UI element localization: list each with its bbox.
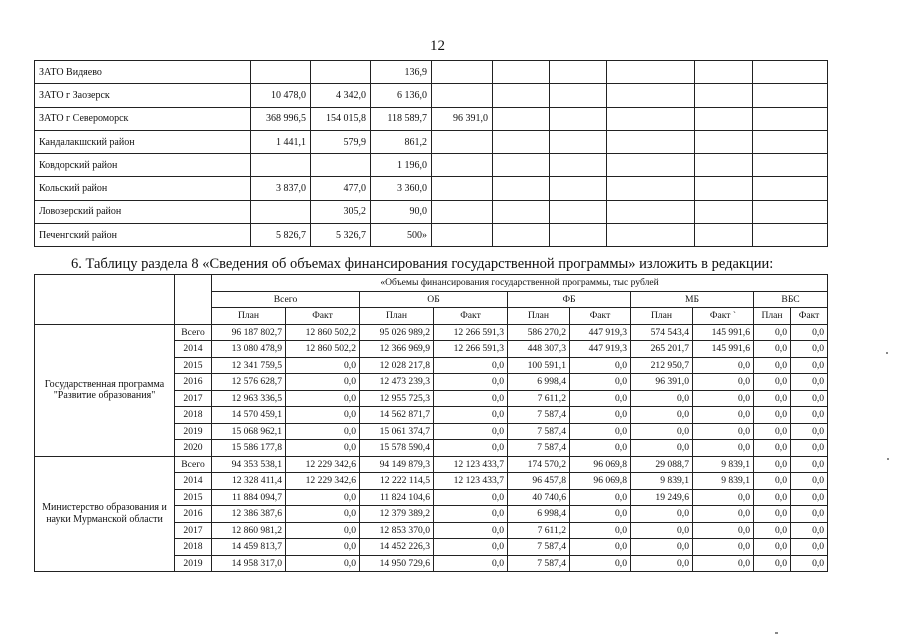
value-cell: 12 028 217,8	[360, 357, 434, 374]
value-cell: 145 991,6	[693, 341, 754, 358]
fact-header: Факт	[791, 308, 828, 325]
value-cell: 0,0	[434, 539, 508, 556]
value-cell: 12 853 370,0	[360, 522, 434, 539]
value-cell: 0,0	[791, 555, 828, 572]
value-cell: 0,0	[791, 440, 828, 457]
value-cell: 0,0	[570, 390, 631, 407]
table-row	[35, 154, 828, 177]
plan-header: План	[631, 308, 693, 325]
value-cell	[753, 224, 828, 247]
value-cell: 0,0	[434, 407, 508, 424]
value-cell: 861,2	[371, 130, 432, 153]
value-cell: 0,0	[754, 522, 791, 539]
value-cell: 0,0	[754, 324, 791, 341]
value-cell	[432, 61, 493, 84]
plan-header: План	[212, 308, 286, 325]
value-cell: 0,0	[693, 555, 754, 572]
year-cell: 2020	[175, 440, 212, 457]
value-cell: 12 266 591,3	[434, 324, 508, 341]
year-cell: 2015	[175, 489, 212, 506]
value-cell: 7 587,4	[508, 407, 570, 424]
value-cell: 0,0	[286, 390, 360, 407]
value-cell: 118 589,7	[371, 107, 432, 130]
district-name: Кандалакшский район	[35, 130, 251, 153]
scan-speck	[887, 458, 889, 460]
value-cell: 0,0	[754, 506, 791, 523]
year-cell: 2015	[175, 357, 212, 374]
value-cell: 0,0	[693, 522, 754, 539]
value-cell: 14 459 813,7	[212, 539, 286, 556]
value-cell: 9 839,1	[631, 473, 693, 490]
value-cell: 0,0	[754, 489, 791, 506]
value-cell: 0,0	[631, 522, 693, 539]
district-name: ЗАТО г Североморск	[35, 107, 251, 130]
section-heading: 6. Таблицу раздела 8 «Сведения об объемах финансирования государственной программы» изложить в редакции:	[71, 256, 774, 272]
value-cell: 0,0	[286, 506, 360, 523]
value-cell	[607, 200, 695, 223]
value-cell: 94 353 538,1	[212, 456, 286, 473]
value-cell	[251, 61, 311, 84]
value-cell	[607, 84, 695, 107]
value-cell	[753, 177, 828, 200]
value-cell	[753, 154, 828, 177]
value-cell: 0,0	[286, 423, 360, 440]
value-cell	[311, 61, 371, 84]
municipal-funding-table	[34, 60, 828, 247]
table-row	[35, 224, 828, 247]
value-cell: 0,0	[791, 522, 828, 539]
value-cell: 0,0	[286, 522, 360, 539]
value-cell: 0,0	[693, 440, 754, 457]
value-cell: 0,0	[754, 539, 791, 556]
value-cell: 0,0	[631, 539, 693, 556]
table-row	[35, 107, 828, 130]
value-cell: 12 123 433,7	[434, 456, 508, 473]
value-cell: 12 963 336,5	[212, 390, 286, 407]
value-cell: 500»	[371, 224, 432, 247]
value-cell: 154 015,8	[311, 107, 371, 130]
value-cell: 14 570 459,1	[212, 407, 286, 424]
value-cell: 0,0	[570, 489, 631, 506]
value-cell: 13 080 478,9	[212, 341, 286, 358]
group-header-fb: ФБ	[508, 291, 631, 308]
value-cell: 12 860 981,2	[212, 522, 286, 539]
value-cell: 0,0	[570, 407, 631, 424]
value-cell: 368 996,5	[251, 107, 311, 130]
value-cell	[695, 84, 753, 107]
fact-header: Факт	[434, 308, 508, 325]
value-cell: 0,0	[434, 489, 508, 506]
value-cell	[432, 200, 493, 223]
value-cell: 0,0	[570, 423, 631, 440]
value-cell: 0,0	[434, 555, 508, 572]
value-cell: 447 919,3	[570, 341, 631, 358]
value-cell: 96 069,8	[570, 456, 631, 473]
value-cell: 447 919,3	[570, 324, 631, 341]
value-cell	[251, 154, 311, 177]
value-cell: 0,0	[791, 473, 828, 490]
value-cell: 11 884 094,7	[212, 489, 286, 506]
value-cell: 0,0	[286, 555, 360, 572]
value-cell: 0,0	[791, 341, 828, 358]
value-cell: 6 998,4	[508, 506, 570, 523]
value-cell: 7 587,4	[508, 539, 570, 556]
value-cell: 1 196,0	[371, 154, 432, 177]
value-cell: 6 136,0	[371, 84, 432, 107]
value-cell: 96 457,8	[508, 473, 570, 490]
value-cell	[695, 154, 753, 177]
value-cell	[493, 107, 550, 130]
year-cell: 2014	[175, 473, 212, 490]
value-cell: 15 586 177,8	[212, 440, 286, 457]
fact-header: Факт	[286, 308, 360, 325]
value-cell: 0,0	[286, 489, 360, 506]
year-cell: 2016	[175, 506, 212, 523]
value-cell: 0,0	[754, 341, 791, 358]
value-cell: 0,0	[434, 506, 508, 523]
value-cell: 94 149 879,3	[360, 456, 434, 473]
plan-header: План	[508, 308, 570, 325]
value-cell: 0,0	[693, 357, 754, 374]
value-cell	[493, 224, 550, 247]
value-cell: 0,0	[570, 522, 631, 539]
value-cell	[432, 154, 493, 177]
value-cell	[753, 84, 828, 107]
value-cell	[753, 107, 828, 130]
value-cell	[550, 177, 607, 200]
value-cell: 0,0	[791, 539, 828, 556]
value-cell: 96 187 802,7	[212, 324, 286, 341]
value-cell: 12 955 725,3	[360, 390, 434, 407]
value-cell: 96 391,0	[432, 107, 493, 130]
value-cell: 586 270,2	[508, 324, 570, 341]
value-cell: 0,0	[570, 374, 631, 391]
value-cell	[550, 61, 607, 84]
value-cell: 0,0	[434, 423, 508, 440]
value-cell: 0,0	[754, 374, 791, 391]
value-cell	[550, 107, 607, 130]
value-cell: 19 249,6	[631, 489, 693, 506]
year-cell: 2014	[175, 341, 212, 358]
value-cell: 0,0	[754, 440, 791, 457]
value-cell	[753, 200, 828, 223]
value-cell	[695, 61, 753, 84]
group-header-total: Всего	[212, 291, 360, 308]
value-cell: 0,0	[434, 522, 508, 539]
value-cell: 3 360,0	[371, 177, 432, 200]
group-header-vbs: ВБС	[754, 291, 828, 308]
value-cell	[607, 224, 695, 247]
value-cell	[550, 224, 607, 247]
district-name: Ковдорский район	[35, 154, 251, 177]
value-cell	[493, 130, 550, 153]
table-row	[35, 456, 828, 473]
value-cell: 14 958 317,0	[212, 555, 286, 572]
district-name: Кольский район	[35, 177, 251, 200]
value-cell: 11 824 104,6	[360, 489, 434, 506]
plan-header: План	[754, 308, 791, 325]
value-cell	[753, 130, 828, 153]
value-cell	[432, 177, 493, 200]
value-cell: 7 611,2	[508, 390, 570, 407]
value-cell: 12 266 591,3	[434, 341, 508, 358]
group-header-mb: МБ	[631, 291, 754, 308]
value-cell: 7 587,4	[508, 440, 570, 457]
value-cell	[695, 224, 753, 247]
value-cell: 0,0	[631, 423, 693, 440]
value-cell: 0,0	[434, 440, 508, 457]
value-cell: 0,0	[791, 324, 828, 341]
value-cell: 96 069,8	[570, 473, 631, 490]
value-cell: 12 860 502,2	[286, 341, 360, 358]
value-cell: 0,0	[286, 539, 360, 556]
value-cell: 12 379 389,2	[360, 506, 434, 523]
value-cell: 14 452 226,3	[360, 539, 434, 556]
program-name: Государственная программа "Развитие образования"	[35, 324, 175, 456]
blank-header-name	[35, 275, 175, 325]
value-cell	[607, 107, 695, 130]
value-cell: 12 386 387,6	[212, 506, 286, 523]
value-cell: 0,0	[631, 407, 693, 424]
value-cell: 12 366 969,9	[360, 341, 434, 358]
value-cell: 5 826,7	[251, 224, 311, 247]
value-cell: 0,0	[631, 440, 693, 457]
value-cell: 0,0	[570, 357, 631, 374]
value-cell: 15 068 962,1	[212, 423, 286, 440]
district-name: Ловозерский район	[35, 200, 251, 223]
value-cell: 0,0	[693, 390, 754, 407]
value-cell	[493, 61, 550, 84]
value-cell: 0,0	[570, 555, 631, 572]
value-cell: 100 591,1	[508, 357, 570, 374]
value-cell: 0,0	[570, 539, 631, 556]
table-row	[35, 324, 828, 341]
value-cell: 0,0	[791, 407, 828, 424]
value-cell: 40 740,6	[508, 489, 570, 506]
value-cell: 0,0	[754, 390, 791, 407]
value-cell: 14 562 871,7	[360, 407, 434, 424]
value-cell	[695, 130, 753, 153]
value-cell	[607, 130, 695, 153]
fact-header: Факт	[570, 308, 631, 325]
value-cell	[607, 177, 695, 200]
value-cell: 579,9	[311, 130, 371, 153]
value-cell	[432, 224, 493, 247]
value-cell: 29 088,7	[631, 456, 693, 473]
value-cell: 0,0	[693, 539, 754, 556]
table-title: «Объемы финансирования государственной программы, тыс рублей	[212, 275, 828, 292]
district-name: ЗАТО Видяево	[35, 61, 251, 84]
year-cell: 2016	[175, 374, 212, 391]
value-cell	[695, 177, 753, 200]
value-cell: 0,0	[693, 506, 754, 523]
value-cell: 0,0	[570, 440, 631, 457]
value-cell	[493, 154, 550, 177]
value-cell	[607, 154, 695, 177]
value-cell: 0,0	[286, 357, 360, 374]
value-cell	[550, 154, 607, 177]
value-cell: 477,0	[311, 177, 371, 200]
value-cell: 0,0	[631, 390, 693, 407]
table-row	[35, 130, 828, 153]
value-cell: 5 326,7	[311, 224, 371, 247]
scan-speck	[886, 352, 888, 354]
year-cell: 2019	[175, 555, 212, 572]
value-cell: 95 026 989,2	[360, 324, 434, 341]
value-cell: 6 998,4	[508, 374, 570, 391]
value-cell: 1 441,1	[251, 130, 311, 153]
value-cell: 0,0	[754, 423, 791, 440]
value-cell	[432, 84, 493, 107]
value-cell: 12 341 759,5	[212, 357, 286, 374]
value-cell: 12 229 342,6	[286, 456, 360, 473]
value-cell: 174 570,2	[508, 456, 570, 473]
value-cell	[695, 200, 753, 223]
value-cell: 14 950 729,6	[360, 555, 434, 572]
fact-header: Факт `	[693, 308, 754, 325]
value-cell	[251, 200, 311, 223]
plan-header: План	[360, 308, 434, 325]
value-cell: 0,0	[693, 407, 754, 424]
value-cell: 10 478,0	[251, 84, 311, 107]
value-cell: 0,0	[754, 357, 791, 374]
value-cell: 265 201,7	[631, 341, 693, 358]
value-cell	[550, 200, 607, 223]
value-cell: 0,0	[754, 407, 791, 424]
value-cell	[550, 84, 607, 107]
district-name: ЗАТО г Заозерск	[35, 84, 251, 107]
value-cell: 305,2	[311, 200, 371, 223]
value-cell: 0,0	[631, 506, 693, 523]
value-cell: 12 229 342,6	[286, 473, 360, 490]
value-cell: 9 839,1	[693, 473, 754, 490]
value-cell: 0,0	[693, 423, 754, 440]
value-cell: 0,0	[791, 506, 828, 523]
value-cell: 0,0	[693, 489, 754, 506]
value-cell: 7 587,4	[508, 423, 570, 440]
value-cell: 136,9	[371, 61, 432, 84]
value-cell: 0,0	[791, 423, 828, 440]
value-cell	[493, 84, 550, 107]
value-cell: 0,0	[791, 390, 828, 407]
value-cell	[493, 200, 550, 223]
value-cell: 0,0	[286, 440, 360, 457]
year-cell: 2017	[175, 522, 212, 539]
blank-header-year	[175, 275, 212, 325]
table-row	[35, 84, 828, 107]
value-cell: 0,0	[791, 357, 828, 374]
year-cell: Всего	[175, 456, 212, 473]
value-cell: 12 123 433,7	[434, 473, 508, 490]
year-cell: Всего	[175, 324, 212, 341]
value-cell: 0,0	[754, 555, 791, 572]
value-cell: 0,0	[693, 374, 754, 391]
value-cell: 145 991,6	[693, 324, 754, 341]
value-cell: 212 950,7	[631, 357, 693, 374]
value-cell	[493, 177, 550, 200]
value-cell	[695, 107, 753, 130]
value-cell: 574 543,4	[631, 324, 693, 341]
value-cell	[432, 130, 493, 153]
value-cell: 15 578 590,4	[360, 440, 434, 457]
value-cell: 9 839,1	[693, 456, 754, 473]
scan-speck	[775, 632, 778, 634]
group-header-ob: ОБ	[360, 291, 508, 308]
value-cell: 0,0	[434, 357, 508, 374]
value-cell: 12 473 239,3	[360, 374, 434, 391]
year-cell: 2017	[175, 390, 212, 407]
value-cell: 15 061 374,7	[360, 423, 434, 440]
value-cell	[753, 61, 828, 84]
value-cell: 0,0	[286, 407, 360, 424]
year-cell: 2018	[175, 539, 212, 556]
program-funding-table	[34, 274, 828, 572]
program-name: Министерство образования и науки Мурманской области	[35, 456, 175, 572]
year-cell: 2019	[175, 423, 212, 440]
value-cell: 12 860 502,2	[286, 324, 360, 341]
value-cell: 4 342,0	[311, 84, 371, 107]
value-cell	[311, 154, 371, 177]
table-row	[35, 200, 828, 223]
district-name: Печенгский район	[35, 224, 251, 247]
value-cell: 0,0	[570, 506, 631, 523]
value-cell: 90,0	[371, 200, 432, 223]
year-cell: 2018	[175, 407, 212, 424]
value-cell: 7 611,2	[508, 522, 570, 539]
value-cell: 0,0	[286, 374, 360, 391]
value-cell: 0,0	[791, 456, 828, 473]
value-cell	[607, 61, 695, 84]
page-number: 12	[430, 38, 445, 54]
value-cell: 3 837,0	[251, 177, 311, 200]
table-row	[35, 177, 828, 200]
value-cell: 0,0	[631, 555, 693, 572]
value-cell: 0,0	[791, 489, 828, 506]
value-cell: 0,0	[434, 374, 508, 391]
value-cell: 96 391,0	[631, 374, 693, 391]
value-cell: 0,0	[434, 390, 508, 407]
value-cell: 12 222 114,5	[360, 473, 434, 490]
value-cell: 448 307,3	[508, 341, 570, 358]
value-cell: 0,0	[791, 374, 828, 391]
value-cell: 7 587,4	[508, 555, 570, 572]
value-cell: 12 328 411,4	[212, 473, 286, 490]
value-cell: 0,0	[754, 473, 791, 490]
table-row	[35, 61, 828, 84]
value-cell: 12 576 628,7	[212, 374, 286, 391]
value-cell: 0,0	[754, 456, 791, 473]
value-cell	[550, 130, 607, 153]
